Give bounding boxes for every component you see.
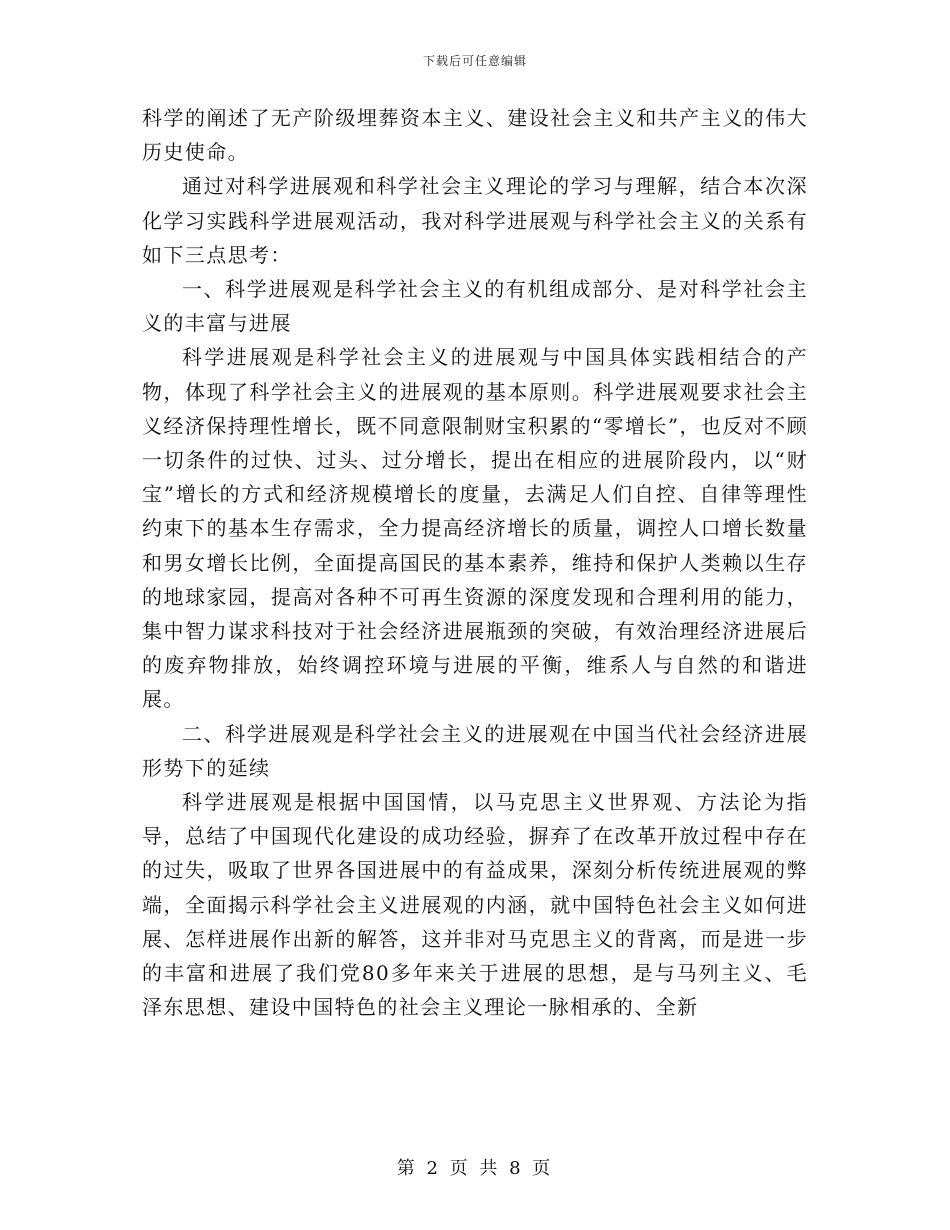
page-number: 第 2 页 共 8 页 — [396, 1158, 554, 1179]
download-edit-note: 下载后可任意编辑 — [422, 54, 527, 68]
document-body — [142, 101, 808, 1024]
intro-paragraph: 通过对科学进展观和科学社会主义理论的学习与理解，结合本次深化学习实践科学进展观活动，我对科学进展观与科学社会主义的关系有如下三点思考： — [142, 174, 808, 267]
body-paragraph-1: 科学进展观是科学社会主义的进展观与中国具体实践相结合的产物，体现了科学社会主义的进展观的基本原则。科学进展观要求社会主义经济保持理性增长，既不同意限制财宝积累的“零增长”，也反对不顾一切条件的过快、过头、过分增长，提出在相应的进展阶段内，以“财宝”增长的方式和经济规模增长的度量，去满足人们自控、自律等理性约束下的基本生存需求，全力提高经济增长的质量，调控人口增长数量和男女增长比例，全面提高国民的基本素养，维持和保护人类赖以生存的地球家园，提高对各种不可再生资源的深度发现和合理利用的能力，集中智力谋求科技对于社会经济进展瓶颈的突破，有效治理经济进展后的废弃物排放，始终调控环境与进展的平衡，维系人与自然的和谐进展。 — [142, 345, 808, 712]
section-heading-2: 二、科学进展观是科学社会主义的进展观在中国当代社会经济进展形势下的延续 — [142, 721, 808, 780]
section-heading-1: 一、科学进展观是科学社会主义的有机组成部分、是对科学社会主义的丰富与进展 — [142, 277, 808, 336]
body-paragraph-2: 科学进展观是根据中国国情，以马克思主义世界观、方法论为指导，总结了中国现代化建设的成功经验，摒弃了在改革开放过程中存在的过失，吸取了世界各国进展中的有益成果，深刻分析传统进展观的弊端，全面揭示科学社会主义进展观的内涵，就中国特色社会主义如何进展、怎样进展作出新的解答，这并非对马克思主义的背离，而是进一步的丰富和进展了我们党80多年来关于进展的思想，是与马列主义、毛泽东思想、建设中国特色的社会主义理论一脉相承的、全新 — [142, 790, 808, 1020]
continuation-paragraph: 科学的阐述了无产阶级埋葬资本主义、建设社会主义和共产主义的伟大历史使命。 — [142, 106, 808, 165]
